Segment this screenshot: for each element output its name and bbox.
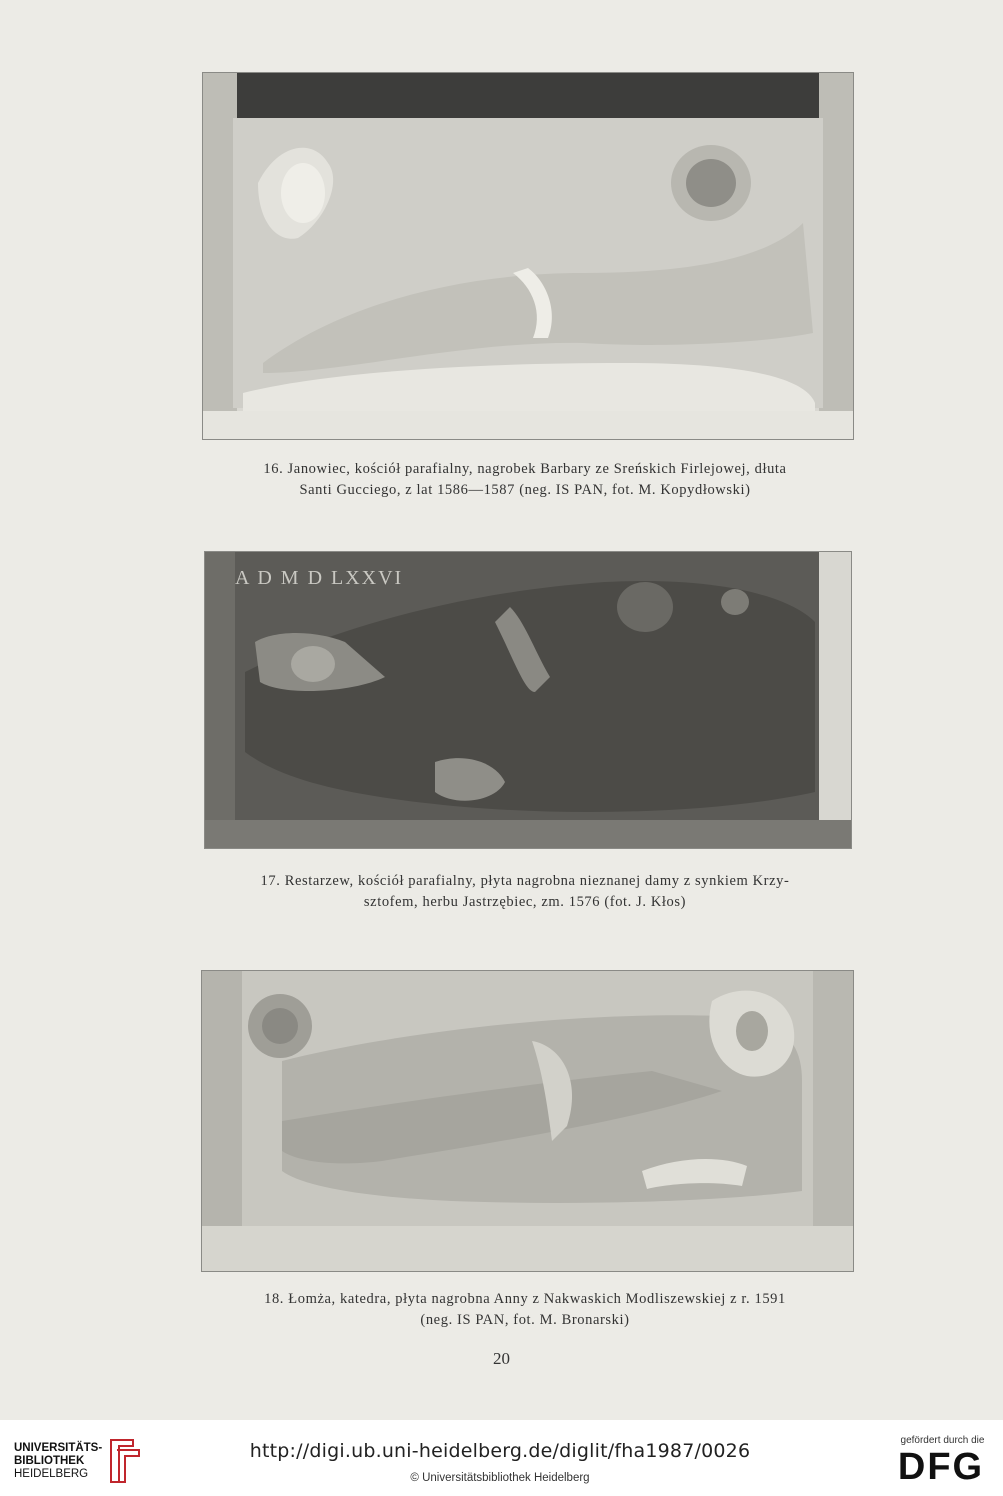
tomb-slab-lomza-image	[202, 971, 853, 1271]
figure-16-caption	[190, 459, 860, 501]
page-number: 20	[493, 1349, 510, 1368]
library-name	[14, 1442, 102, 1481]
figure-16-photo	[202, 72, 854, 440]
funded-by-label: gefördert durch die	[900, 1435, 985, 1446]
tomb-effigy-janowiec-image	[203, 73, 853, 439]
copyright-notice: © Universitätsbibliothek Heidelberg	[410, 1472, 590, 1484]
figure-16-caption-line-1: 16. Janowiec, kościół parafialny, nagrobek Barbary ze Sreńskich Firlejowej, dłuta	[263, 461, 787, 477]
figure-18-caption-line-2: (neg. IS PAN, fot. M. Bronarski)	[420, 1312, 630, 1328]
figure-18-caption-line-1: 18. Łomża, katedra, płyta nagrobna Anny z Nakwaskich Modliszewskiej z r. 1591	[264, 1291, 786, 1307]
figure-17-photo	[204, 551, 852, 849]
figure-17-caption-line-1: 17. Restarzew, kościół parafialny, płyta nagrobna nieznanej damy z synkiem Krzy-	[260, 873, 790, 889]
dfg-logo: DFG	[897, 1446, 985, 1488]
digital-library-url[interactable]: http://digi.ub.uni-heidelberg.de/diglit/fha1987/0026	[249, 1440, 751, 1462]
tomb-slab-restarzew-image	[205, 552, 851, 848]
figure-17-inscription: A D M D LXXVI	[235, 567, 404, 589]
figure-18-photo	[201, 970, 854, 1272]
figure-18-caption	[190, 1289, 860, 1331]
library-line-1: UNIVERSITÄTS-	[14, 1442, 103, 1454]
figure-17-caption	[190, 871, 860, 913]
library-logo-icon	[103, 1436, 141, 1486]
library-line-2: BIBLIOTHEK	[14, 1455, 85, 1467]
figure-16-caption-line-2: Santi Gucciego, z lat 1586—1587 (neg. IS PAN, fot. M. Kopydłowski)	[299, 482, 751, 498]
library-line-3: HEIDELBERG	[14, 1468, 89, 1480]
figure-17-caption-line-2: sztofem, herbu Jastrzębiec, zm. 1576 (fot. J. Kłos)	[363, 894, 687, 910]
